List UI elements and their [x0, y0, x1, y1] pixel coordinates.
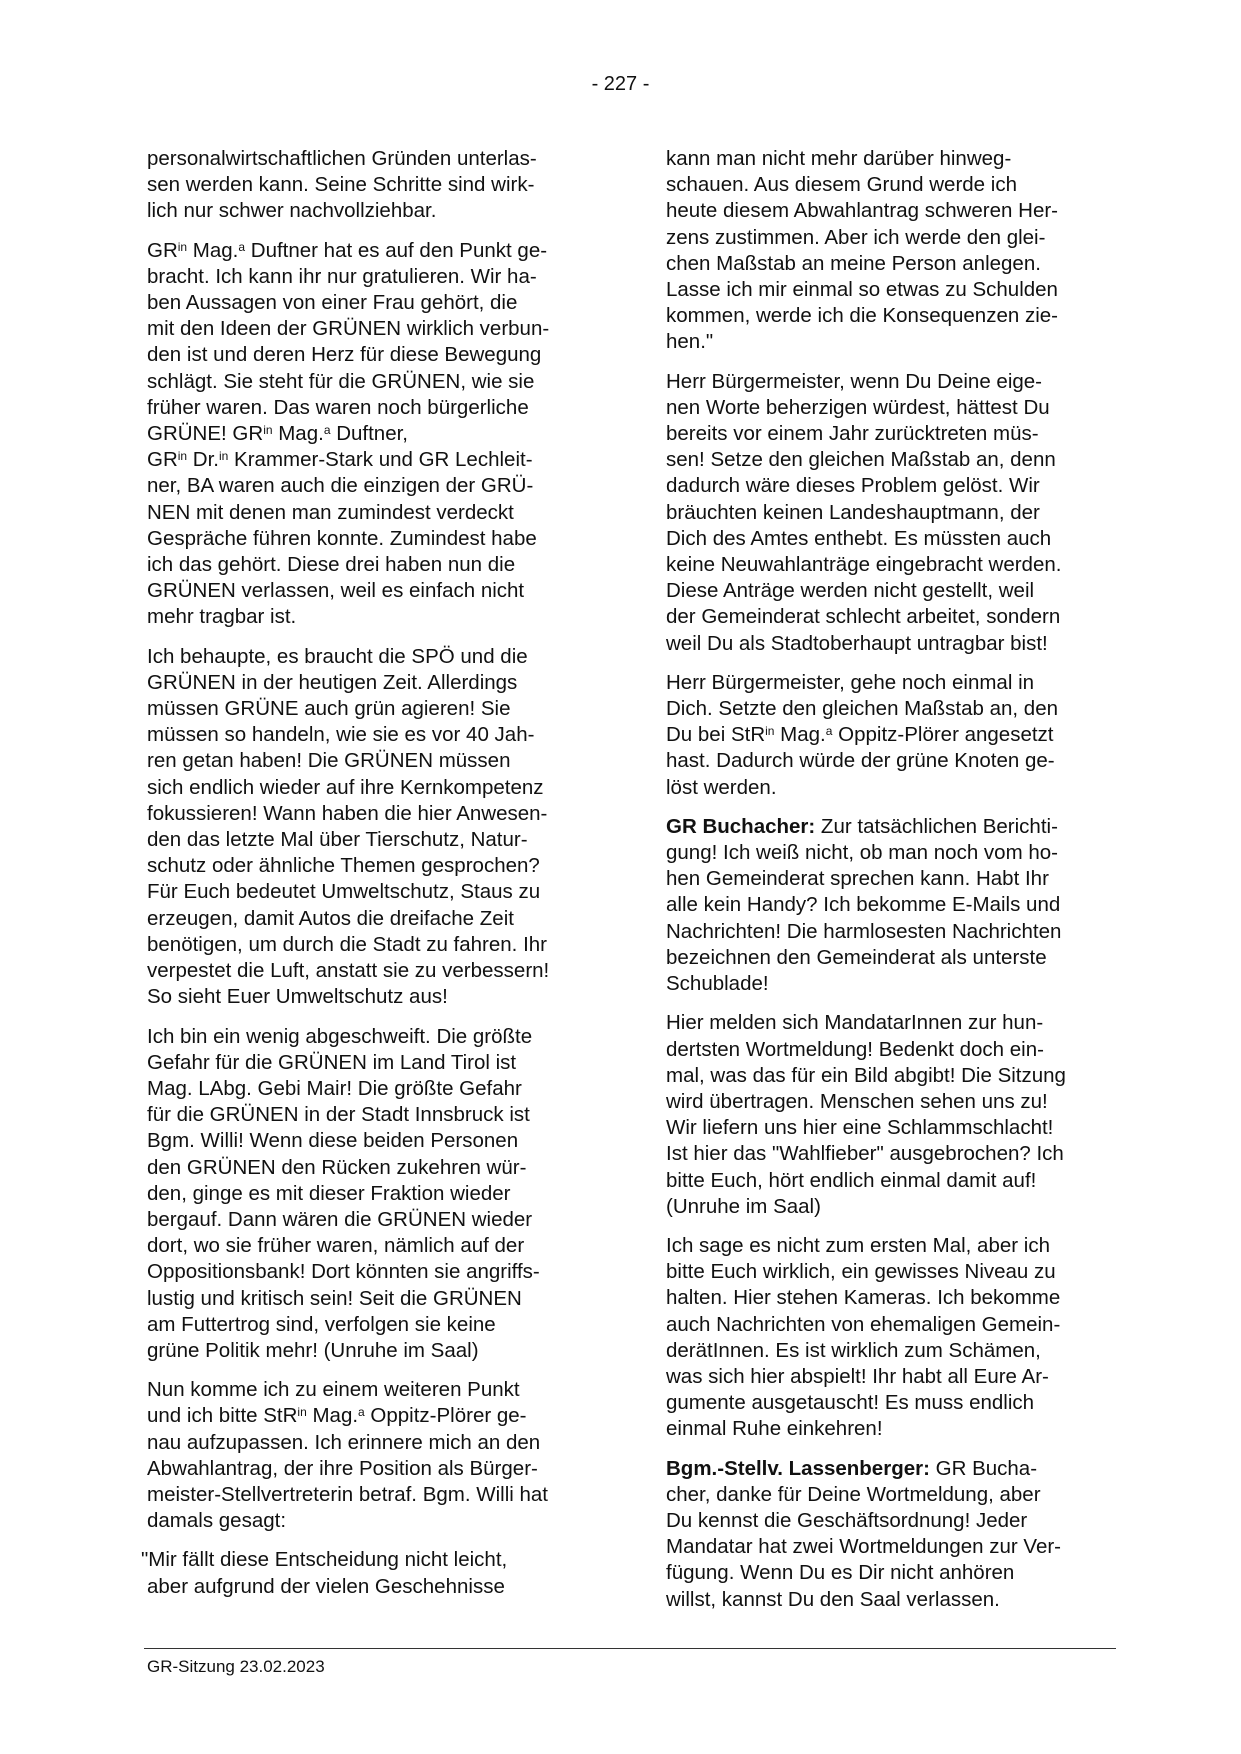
- superscript: a: [238, 239, 246, 254]
- text: Duftner hat es auf den Punkt ge- bracht. Ich kann ihr nur gratulieren. Wir ha- ben Aussagen von einer Frau gehört, die mit den Ideen der GRÜNEN wirklich verbun- den ist und deren Herz für diese Bewegung schlägt. Sie steht für die GRÜNEN, wie sie früher waren. Das waren noch bürgerliche GRÜNE! GR: [147, 238, 550, 446]
- paragraph: [147, 1024, 607, 1365]
- text: Zur tatsächlichen Berichti- gung! Ich weiß nicht, ob man noch vom ho- hen Gemeinderat sprechen kann. Habt Ihr alle kein Handy? Ich bekomme E-Mails und Nachrichten! Die harmlosesten Nachrichten bezeichnen den Gemeinderat als unterste Schublade!: [666, 814, 1062, 996]
- text: kann man nicht mehr darüber hinweg- schauen. Aus diesem Grund werde ich heute diesem Abwahlantrag schweren Her- zens zustimmen. Aber ich werde den glei- chen Maßstab an meine Person anlegen. Lasse ich mir einmal so etwas zu Schulden kommen, werde ich die Konsequenzen zie- hen.": [666, 147, 1058, 354]
- text: Ich behaupte, es braucht die SPÖ und die GRÜNEN in der heutigen Zeit. Allerdings müssen GRÜNE auch grün agieren! Sie müssen so handeln, wie sie es vor 40 Jah- ren getan haben! Die GRÜNEN müssen sich endlich wieder auf ihre Kernkompetenz fokussieren! Wann haben die hier Anwesen- den das letzte Mal über Tierschutz, Natur- schutz oder ähnliche Themen gesprochen? Für Euch bedeutet Umweltschutz, Staus zu erzeugen, damit Autos die dreifache Zeit benötigen, um durch die Stadt zu fahren. Ihr verpestet die Luft, anstatt sie zu verbessern! So sieht Euer Umweltschutz aus!: [147, 644, 550, 1009]
- quote-paragraph: [141, 1547, 607, 1599]
- text: Krammer-Stark und GR Lechleit- ner, BA waren auch die einzigen der GRÜ- NEN mit denen man zumindest verdeckt Gespräche führen konnte. Zumindest habe ich das gehört. Diese drei haben nun die GRÜNEN verlassen, weil es einfach nicht mehr tragbar ist.: [147, 448, 537, 629]
- paragraph: [666, 1233, 1126, 1443]
- paragraph: [666, 1010, 1126, 1220]
- text: Mag.: [774, 723, 826, 747]
- paragraph: [147, 1377, 607, 1534]
- text: Oppitz-Plörer ge- nau aufzupassen. Ich erinnere mich an den Abwahlantrag, der ihre Position als Bürger- meister-Stellvertreterin betraf. Bgm. Willi hat damals gesagt:: [147, 1404, 549, 1533]
- text: Herr Bürgermeister, wenn Du Deine eige- nen Worte beherzigen würdest, hättest Du bereits vor einem Jahr zurücktreten müs- sen! Setze den gleichen Maßstab an, denn dadurch wäre dieses Problem gelöst. Wir bräuchten keinen Landeshauptmann, der Dich des Amtes enthebt. Es müssten auch keine Neuwahlanträge eingebracht werden. Diese Anträge werden nicht gestellt, weil der Gemeinderat schlecht arbeitet, sondern weil Du als Stadtoberhaupt untragbar bist!: [666, 369, 1062, 655]
- text: Herr Bürgermeister, gehe noch einmal in Dich. Setzte den gleichen Maßstab an, den Du bei StR: [666, 670, 1059, 747]
- superscript: in: [263, 423, 273, 438]
- text: "Mir fällt diese Entscheidung nicht leicht, aber aufgrund der vielen Geschehnisse: [141, 1548, 508, 1598]
- text: GR Bucha- cher, danke für Deine Wortmeldung, aber Du kennst die Geschäftsordnung! Jeder Mandatar hat zwei Wortmeldungen zur Ver- fügung. Wenn Du es Dir nicht anhören willst, kannst Du den Saal verlassen.: [666, 1456, 1062, 1611]
- superscript: a: [358, 1405, 365, 1420]
- text: personalwirtschaftlichen Gründen unterlas- sen werden kann. Seine Schritte sind wirk- lich nur schwer nachvollziehbar.: [147, 147, 537, 223]
- text: Mag.: [272, 422, 324, 446]
- text: Mag.: [306, 1404, 359, 1428]
- superscript: in: [177, 449, 188, 464]
- paragraph: [147, 146, 607, 225]
- superscript: a: [323, 423, 331, 438]
- right-column: [666, 146, 1126, 1626]
- text: Oppitz-Plörer angesetzt hast. Dadurch würde der grüne Knoten ge- löst werden.: [666, 723, 1055, 799]
- text: Dr.: [187, 448, 219, 472]
- speaker-name: Bgm.-Stellv. Lassenberger:: [666, 1456, 930, 1480]
- paragraph: [666, 146, 1126, 356]
- speaker-name: GR Buchacher:: [666, 814, 816, 838]
- paragraph: [666, 814, 1126, 997]
- text: Ich sage es nicht zum ersten Mal, aber ich bitte Euch wirklich, ein gewisses Niveau zu halten. Hier stehen Kameras. Ich bekomme auch Nachrichten von ehemaligen Gemein- derätInnen. Es ist wirklich zum Schämen, was sich hier abspielt! Ihr habt all Eure Ar- gumente ausgetauscht! Es muss endlich einmal Ruhe einkehren!: [666, 1233, 1061, 1441]
- paragraph: [666, 1456, 1126, 1613]
- text: Hier melden sich MandatarInnen zur hun- dertsten Wortmeldung! Bedenkt doch ein- mal, was das für ein Bild abgibt! Die Sitzung wird übertragen. Menschen sehen uns zu! Wir liefern uns hier eine Schlammschlacht! Ist hier das "Wahlfieber" ausgebrochen? Ich bitte Euch, hört endlich einmal damit auf! (Unruhe im Saal): [666, 1011, 1066, 1218]
- paragraph: [666, 670, 1126, 801]
- superscript: in: [765, 724, 775, 739]
- left-column: [141, 146, 607, 1613]
- text: Duftner, GR: [147, 422, 408, 472]
- paragraph: [147, 644, 607, 1011]
- page-number: - 227 -: [591, 73, 650, 95]
- text: Ich bin ein wenig abgeschweift. Die größte Gefahr für die GRÜNEN im Land Tirol ist Mag. LAbg. Gebi Mair! Die größte Gefahr für die GRÜNEN in der Stadt Innsbruck ist Bgm. Willi! Wenn diese beiden Personen den GRÜNEN den Rücken zukehren wür- den, ginge es mit dieser Fraktion wieder bergauf. Dann wären die GRÜNEN wieder dort, wo sie früher waren, nämlich auf der Oppositionsbank! Dort könnten sie angriffs- lustig und kritisch sein! Seit die GRÜNEN am Futtertrog sind, verfolgen sie keine grüne Politik mehr! (Unruhe im Saal): [147, 1024, 540, 1362]
- footer-divider: [144, 1648, 1116, 1649]
- superscript: a: [825, 724, 833, 739]
- superscript: in: [177, 239, 188, 254]
- footer-text: GR-Sitzung 23.02.2023: [147, 1657, 325, 1676]
- paragraph: [666, 369, 1126, 657]
- text: Mag.: [187, 238, 239, 262]
- superscript: in: [219, 449, 229, 464]
- paragraph: [147, 238, 607, 631]
- text: GR: [147, 238, 178, 262]
- superscript: in: [297, 1405, 307, 1420]
- text: Nun komme ich zu einem weiteren Punkt und ich bitte StR: [147, 1378, 520, 1428]
